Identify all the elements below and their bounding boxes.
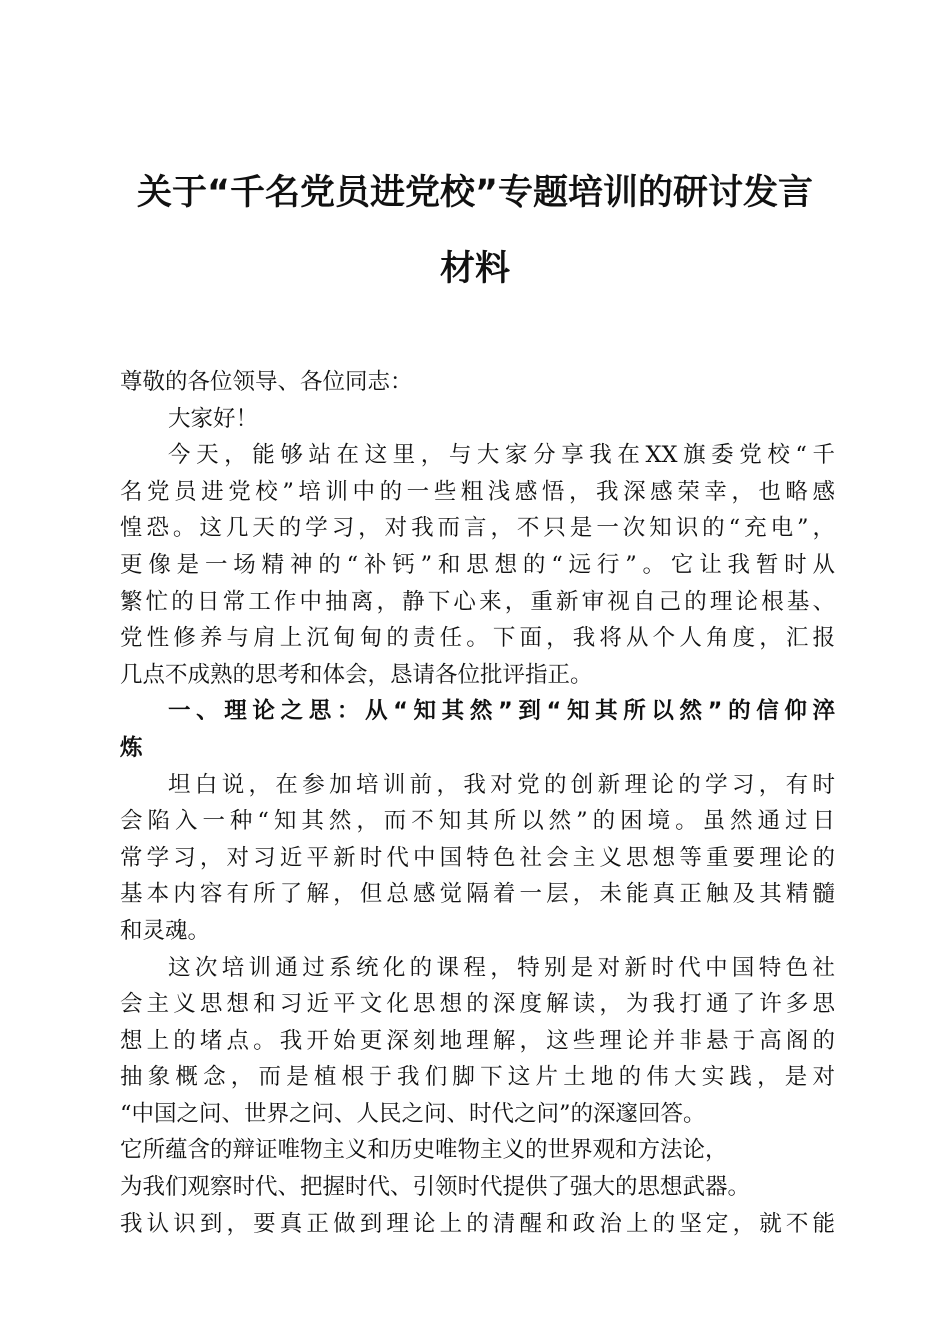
paragraph-line: “中国之问、世界之问、人民之问、时代之问”的深邃回答。 — [120, 1100, 706, 1127]
section-heading-continued: 炼 — [120, 734, 143, 761]
document-title-line-2: 材料 — [439, 249, 510, 289]
paragraph-line: 会陷入一种“知其然，而不知其所以然”的困境。虽然通过日 — [120, 808, 835, 835]
paragraph-line: 抽象概念，而是植根于我们脚下这片土地的伟大实践，是对 — [120, 1064, 835, 1091]
paragraph-line: 几点不成熟的思考和体会，恳请各位批评指正。 — [120, 661, 593, 688]
greeting: 大家好！ — [168, 405, 259, 432]
paragraph-line: 党性修养与肩上沉甸甸的责任。下面，我将从个人角度，汇报 — [120, 625, 835, 652]
paragraph-line: 想上的堵点。我开始更深刻地理解，这些理论并非悬于高阁的 — [120, 1027, 835, 1054]
paragraph-line: 基本内容有所了解，但总感觉隔着一层，未能真正触及其精髓 — [120, 881, 835, 908]
paragraph-line: 惶恐。这几天的学习，对我而言，不只是一次知识的“充电”， — [120, 515, 835, 542]
document-title-line-1: 关于“千名党员进党校”专题培训的研讨发言 — [136, 173, 813, 213]
paragraph-line: 和灵魂。 — [120, 917, 211, 944]
paragraph-line: 繁忙的日常工作中抽离，静下心来，重新审视自己的理论根基、 — [120, 588, 835, 615]
paragraph-line: 常学习，对习近平新时代中国特色社会主义思想等重要理论的 — [120, 844, 835, 871]
salutation: 尊敬的各位领导、各位同志： — [120, 369, 413, 395]
paragraph-line: 我认识到，要真正做到理论上的清醒和政治上的坚定，就不能 — [120, 1210, 835, 1237]
paragraph-line: 为我们观察时代、把握时代、引领时代提供了强大的思想武器。 — [120, 1174, 751, 1201]
paragraph-line: 它所蕴含的辩证唯物主义和历史唯物主义的世界观和方法论， — [120, 1137, 728, 1164]
document-body — [120, 364, 835, 1242]
paragraph-line: 这次培训通过系统化的课程，特别是对新时代中国特色社 — [168, 954, 835, 981]
paragraph-line: 今天，能够站在这里，与大家分享我在XX旗委党校“千 — [168, 442, 835, 469]
paragraph-line: 名党员进党校”培训中的一些粗浅感悟，我深感荣幸，也略感 — [120, 478, 835, 505]
paragraph-line: 更像是一场精神的“补钙”和思想的“远行”。它让我暂时从 — [120, 551, 835, 578]
paragraph-line: 坦白说，在参加培训前，我对党的创新理论的学习，有时 — [168, 771, 835, 798]
paragraph-line: 会主义思想和习近平文化思想的深度解读，为我打通了许多思 — [120, 991, 835, 1018]
section-heading: 一、理论之思：从“知其然”到“知其所以然”的信仰淬 — [168, 698, 835, 725]
